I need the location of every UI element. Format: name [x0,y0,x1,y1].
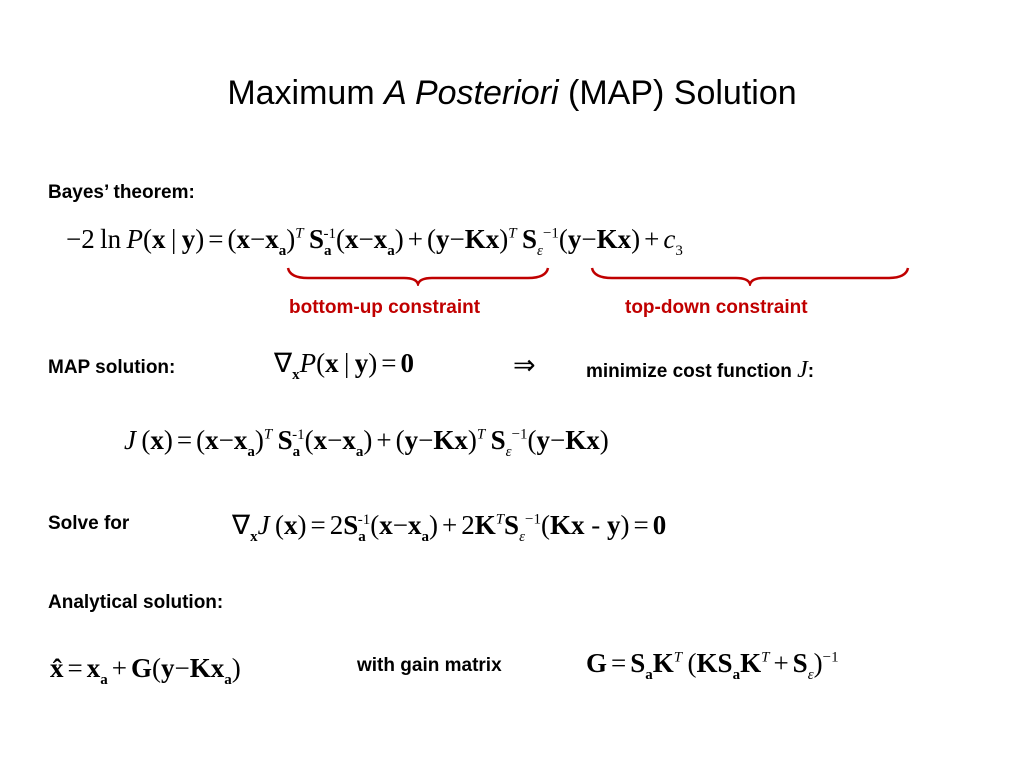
gain-matrix-label: with gain matrix [357,655,502,676]
map-solution-label: MAP solution: [48,357,176,378]
minimize-label: minimize cost function J: [586,357,815,383]
cost-function-equation: J $(x) = (x-x_a)^T$ $S_a^{-1}(x-x_a) + (y-Kx)^T$ $S_\varepsilon^{-1}(y-Kx)$ [124,425,609,460]
gradient-j-equation: $\nabla_xJ$ $(x) = 2S_a^{-1}(x-x_a) + 2K^TS_\varepsilon^{-1}(Kx - y) = 0$ [232,510,667,545]
implies-symbol: ⇒ [513,350,536,380]
analytical-label: Analytical solution: [48,592,224,613]
bayes-equation: −2 ln P(x | $y) = (x-x_a)^T$ $S_a^{-1}(x-x_a) + (y-Kx)^T$ $S_\varepsilon^{-1}(y-Kx) + c_3$ [66,224,683,259]
top-down-brace [590,264,910,286]
solve-for-label: Solve for [48,513,130,534]
analytical-equation: x̂ = $x_a + G(y-Kx_a)$ [50,653,241,688]
bottom-up-label: bottom-up constraint [289,297,481,318]
top-down-label: top-down constraint [625,297,808,318]
gain-matrix-equation: $G = S_aK^T$ $(KS_aK^T + S_\varepsilon)^{-1}$ [586,648,839,683]
slide-title: Maximum A Posteriori (MAP) Solution [227,74,797,112]
bottom-up-brace [286,264,550,286]
bayes-label: Bayes’ theorem: [48,182,195,203]
gradient-equation: $\nabla_xP(x$ | y) = 0 [274,348,415,383]
